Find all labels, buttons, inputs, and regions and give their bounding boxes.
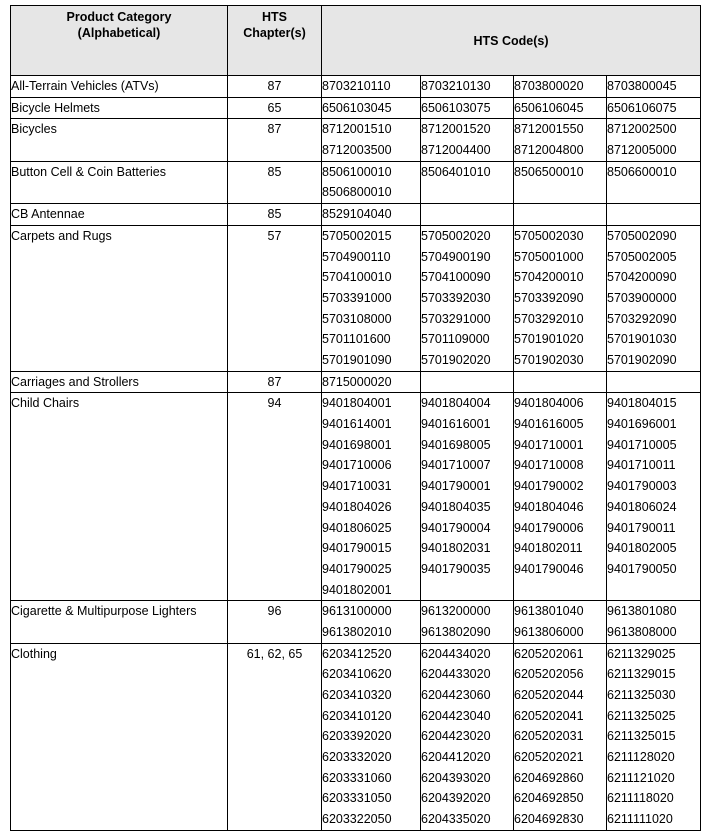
hts-code-table [10, 5, 701, 831]
hts-code: 5701901030 [607, 332, 677, 347]
hts-code: 8506600010 [607, 164, 677, 179]
hts-chapter-cell: 96 [228, 601, 322, 643]
hts-code-column-cell [514, 161, 607, 203]
hts-code: 6204692830 [514, 812, 584, 827]
hts-code: 5704100010 [322, 270, 392, 285]
hts-code-column-cell [607, 371, 701, 393]
hts-code-column-cell [514, 225, 607, 371]
hts-code: 6204423040 [421, 708, 491, 723]
hts-code: 5701902090 [607, 352, 677, 367]
hts-code: 6203322050 [322, 812, 392, 827]
hts-code: 6205202041 [514, 708, 584, 723]
hts-code: 9401790025 [322, 561, 392, 576]
hts-code: 6204433020 [421, 667, 491, 682]
hts-code-column-cell [322, 76, 421, 98]
hts-code: 8703800020 [514, 79, 584, 93]
hts-code-column-cell [514, 371, 607, 393]
hts-code: 5704200090 [607, 270, 677, 285]
hts-code: 8703800045 [607, 79, 677, 93]
table-row [11, 601, 701, 643]
hts-code: 6204423060 [421, 688, 491, 702]
hts-code: 6204423020 [421, 729, 491, 744]
hts-code: 9401804015 [607, 396, 677, 411]
hts-code-column-cell [322, 393, 421, 601]
hts-code-column-cell [607, 643, 701, 830]
hts-code: 6211325030 [607, 688, 676, 702]
hts-code: 9401616005 [514, 417, 584, 432]
hts-code: 8712001510 [322, 122, 392, 137]
hts-code-column-cell [421, 393, 514, 601]
hts-code: 6211329025 [607, 646, 676, 661]
hts-chapter-cell: 85 [228, 161, 322, 203]
hts-code: 5703291000 [421, 311, 491, 326]
table-row [11, 643, 701, 830]
hts-code: 9401614001 [322, 417, 392, 432]
table-row [11, 225, 701, 371]
hts-code: 9401710006 [322, 458, 392, 473]
hts-code: 9401790046 [514, 561, 584, 576]
header-hts-chapter [228, 6, 322, 76]
hts-code: 6211121020 [607, 770, 675, 785]
hts-code: 9401804006 [514, 396, 584, 411]
hts-code: 5705002090 [607, 228, 677, 243]
table-body [11, 76, 701, 831]
product-category-cell: Button Cell & Coin Batteries [11, 161, 228, 203]
hts-code: 8506100010 [322, 164, 392, 179]
hts-code: 6205202056 [514, 667, 584, 682]
product-category-cell: Bicycle Helmets [11, 97, 228, 119]
hts-code-column-cell [514, 393, 607, 601]
hts-code: 9401804046 [514, 499, 584, 514]
hts-code: 9401616001 [421, 417, 491, 432]
hts-code: 9613100000 [322, 604, 392, 619]
product-category-cell: Cigarette & Multipurpose Lighters [11, 601, 228, 643]
hts-code-column-cell [322, 119, 421, 161]
hts-code: 9401710011 [607, 458, 676, 473]
hts-code: 6203331050 [322, 791, 392, 806]
hts-code: 8712004400 [421, 143, 491, 158]
hts-code: 9401710001 [514, 437, 584, 452]
hts-code: 5704900190 [421, 249, 491, 264]
hts-code: 6204392020 [421, 791, 491, 806]
hts-code: 5703392030 [421, 290, 491, 305]
hts-code: 5705001000 [514, 249, 584, 264]
hts-code-column-cell [322, 97, 421, 119]
hts-chapter-cell: 94 [228, 393, 322, 601]
hts-code: 9401790035 [421, 561, 491, 576]
hts-code: 5703292010 [514, 311, 584, 326]
hts-code-column-cell [514, 119, 607, 161]
hts-code: 9401790003 [607, 479, 677, 494]
hts-code: 6506103075 [421, 100, 491, 115]
hts-code: 6211111020 [607, 812, 673, 827]
hts-code: 6203410320 [322, 688, 392, 702]
table-row [11, 119, 701, 161]
hts-code: 8703210130 [421, 79, 491, 93]
hts-code: 9401802001 [322, 582, 392, 597]
hts-code: 5701902020 [421, 352, 491, 367]
hts-code: 6211325015 [607, 729, 676, 744]
hts-code-column-cell [514, 97, 607, 119]
hts-code: 5703392090 [514, 290, 584, 305]
hts-code-column-cell [322, 225, 421, 371]
hts-code-column-cell [322, 371, 421, 393]
hts-code: 6204393020 [421, 770, 491, 785]
product-category-cell: Bicycles [11, 119, 228, 161]
hts-code-column-cell [421, 643, 514, 830]
hts-code: 5701101600 [322, 332, 391, 347]
hts-code-column-cell [607, 161, 701, 203]
hts-code: 5703292090 [607, 311, 677, 326]
product-category-cell: Carriages and Strollers [11, 371, 228, 393]
hts-code: 5705002020 [421, 228, 491, 243]
hts-code-column-cell [607, 204, 701, 226]
hts-chapter-cell: 65 [228, 97, 322, 119]
hts-code: 8712001520 [421, 122, 491, 137]
header-hts-codes: HTS Code(s) [322, 6, 701, 76]
hts-code: 6211128020 [607, 750, 675, 765]
hts-code: 9401698001 [322, 437, 392, 452]
header-chapter-line1: HTS [262, 10, 287, 24]
table-row [11, 97, 701, 119]
table-row [11, 393, 701, 601]
hts-code: 9401790011 [607, 520, 676, 535]
hts-code: 6203332020 [322, 750, 392, 765]
hts-code: 5705002030 [514, 228, 584, 243]
product-category-cell: Carpets and Rugs [11, 225, 228, 371]
hts-code-column-cell [607, 601, 701, 643]
hts-code: 5701902030 [514, 352, 584, 367]
header-row [11, 6, 701, 76]
hts-code: 5704100090 [421, 270, 491, 285]
hts-code: 5703900000 [607, 290, 677, 305]
header-product-category [11, 6, 228, 76]
product-category-cell: CB Antennae [11, 204, 228, 226]
hts-code-column-cell [607, 97, 701, 119]
hts-code: 9401804001 [322, 396, 392, 411]
hts-code: 6205202061 [514, 646, 584, 661]
hts-code: 5703391000 [322, 290, 392, 305]
hts-code: 9401802031 [421, 541, 491, 556]
hts-code: 9401710031 [322, 479, 392, 494]
hts-code-column-cell [322, 643, 421, 830]
hts-code: 6204692850 [514, 791, 584, 806]
hts-code: 6506103045 [322, 100, 392, 115]
hts-code: 5704900110 [322, 249, 391, 264]
hts-code-column-cell [514, 643, 607, 830]
hts-code: 9401790001 [421, 479, 491, 494]
hts-code-column-cell [322, 204, 421, 226]
hts-chapter-cell: 87 [228, 76, 322, 98]
hts-code-column-cell [421, 76, 514, 98]
hts-code: 9613806000 [514, 624, 584, 639]
hts-code: 6203412520 [322, 646, 392, 661]
table-row [11, 161, 701, 203]
hts-code-column-cell [421, 225, 514, 371]
header-chapter-line2: Chapter(s) [243, 26, 306, 40]
hts-code: 9613200000 [421, 604, 491, 619]
hts-code: 8712004800 [514, 143, 584, 158]
hts-code: 5705002015 [322, 228, 392, 243]
hts-code: 9401698005 [421, 437, 491, 452]
hts-code-column-cell [421, 371, 514, 393]
hts-chapter-cell: 87 [228, 371, 322, 393]
hts-code: 6205202021 [514, 750, 584, 765]
hts-code: 9401710008 [514, 458, 584, 473]
hts-code: 9401806024 [607, 499, 677, 514]
hts-code: 9401806025 [322, 520, 392, 535]
hts-code: 6211118020 [607, 791, 674, 806]
hts-code: 9613808000 [607, 624, 677, 639]
product-category-cell: Clothing [11, 643, 228, 830]
hts-code-column-cell [607, 225, 701, 371]
table-row [11, 204, 701, 226]
hts-code-column-cell [421, 119, 514, 161]
hts-code: 5704200010 [514, 270, 584, 285]
hts-code-column-cell [514, 76, 607, 98]
hts-code: 5701901020 [514, 332, 584, 347]
hts-code: 6203331060 [322, 770, 392, 785]
hts-code-column-cell [421, 204, 514, 226]
hts-code: 8529104040 [322, 207, 392, 222]
hts-code: 6204412020 [421, 750, 491, 765]
hts-code: 9613802090 [421, 624, 491, 639]
hts-code: 6203410620 [322, 667, 392, 682]
hts-code: 8703210110 [322, 79, 391, 93]
hts-chapter-cell: 57 [228, 225, 322, 371]
product-category-cell: All-Terrain Vehicles (ATVs) [11, 76, 228, 98]
hts-code-column-cell [607, 393, 701, 601]
hts-code: 6211325025 [607, 708, 676, 723]
hts-code: 6203392020 [322, 729, 392, 744]
hts-chapter-cell: 85 [228, 204, 322, 226]
hts-code: 5701109000 [421, 332, 490, 347]
hts-code: 6204692860 [514, 770, 584, 785]
header-category-line2: (Alphabetical) [77, 26, 161, 40]
table-row [11, 76, 701, 98]
hts-code-column-cell [421, 161, 514, 203]
hts-code: 9401696001 [607, 417, 677, 432]
hts-code: 6506106075 [607, 100, 677, 115]
hts-code: 6211329015 [607, 667, 676, 682]
hts-code-column-cell [322, 601, 421, 643]
hts-code: 9401790004 [421, 520, 491, 535]
hts-code: 9613801080 [607, 604, 677, 619]
hts-code-column-cell [607, 76, 701, 98]
table-row [11, 371, 701, 393]
hts-code: 5705002005 [607, 249, 677, 264]
hts-code: 8506800010 [322, 185, 392, 200]
hts-code: 5703108000 [322, 311, 392, 326]
hts-code: 9401802011 [514, 541, 583, 556]
hts-code: 9401804035 [421, 499, 491, 514]
hts-code: 8715000020 [322, 374, 392, 389]
hts-code: 9401790050 [607, 561, 677, 576]
hts-code: 6204434020 [421, 646, 491, 661]
hts-code: 9401790015 [322, 541, 392, 556]
hts-code: 9401804026 [322, 499, 392, 514]
hts-code: 8712001550 [514, 122, 584, 137]
hts-code: 9401710005 [607, 437, 677, 452]
header-category-line1: Product Category [66, 10, 172, 24]
hts-code: 8712002500 [607, 122, 677, 137]
hts-code: 9401804004 [421, 396, 491, 411]
hts-code-column-cell [322, 161, 421, 203]
hts-code-column-cell [421, 601, 514, 643]
hts-code: 5701901090 [322, 352, 392, 367]
hts-code-column-cell [514, 601, 607, 643]
hts-code: 9613801040 [514, 604, 584, 619]
hts-code: 6204335020 [421, 812, 491, 827]
hts-code: 8506500010 [514, 164, 584, 179]
hts-code: 9401790006 [514, 520, 584, 535]
hts-code: 9401790002 [514, 479, 584, 494]
hts-code: 9401710007 [421, 458, 491, 473]
hts-code-column-cell [607, 119, 701, 161]
hts-code: 6506106045 [514, 100, 584, 115]
hts-chapter-cell: 87 [228, 119, 322, 161]
hts-code: 8712005000 [607, 143, 677, 158]
hts-code: 6205202031 [514, 729, 584, 744]
hts-code-column-cell [421, 97, 514, 119]
hts-chapter-cell: 61, 62, 65 [228, 643, 322, 830]
product-category-cell: Child Chairs [11, 393, 228, 601]
hts-code: 8506401010 [421, 164, 491, 179]
hts-code: 6205202044 [514, 688, 584, 702]
hts-code-column-cell [514, 204, 607, 226]
hts-code: 9613802010 [322, 624, 392, 639]
hts-code: 9401802005 [607, 541, 677, 556]
hts-code: 6203410120 [322, 708, 392, 723]
hts-code: 8712003500 [322, 143, 392, 158]
